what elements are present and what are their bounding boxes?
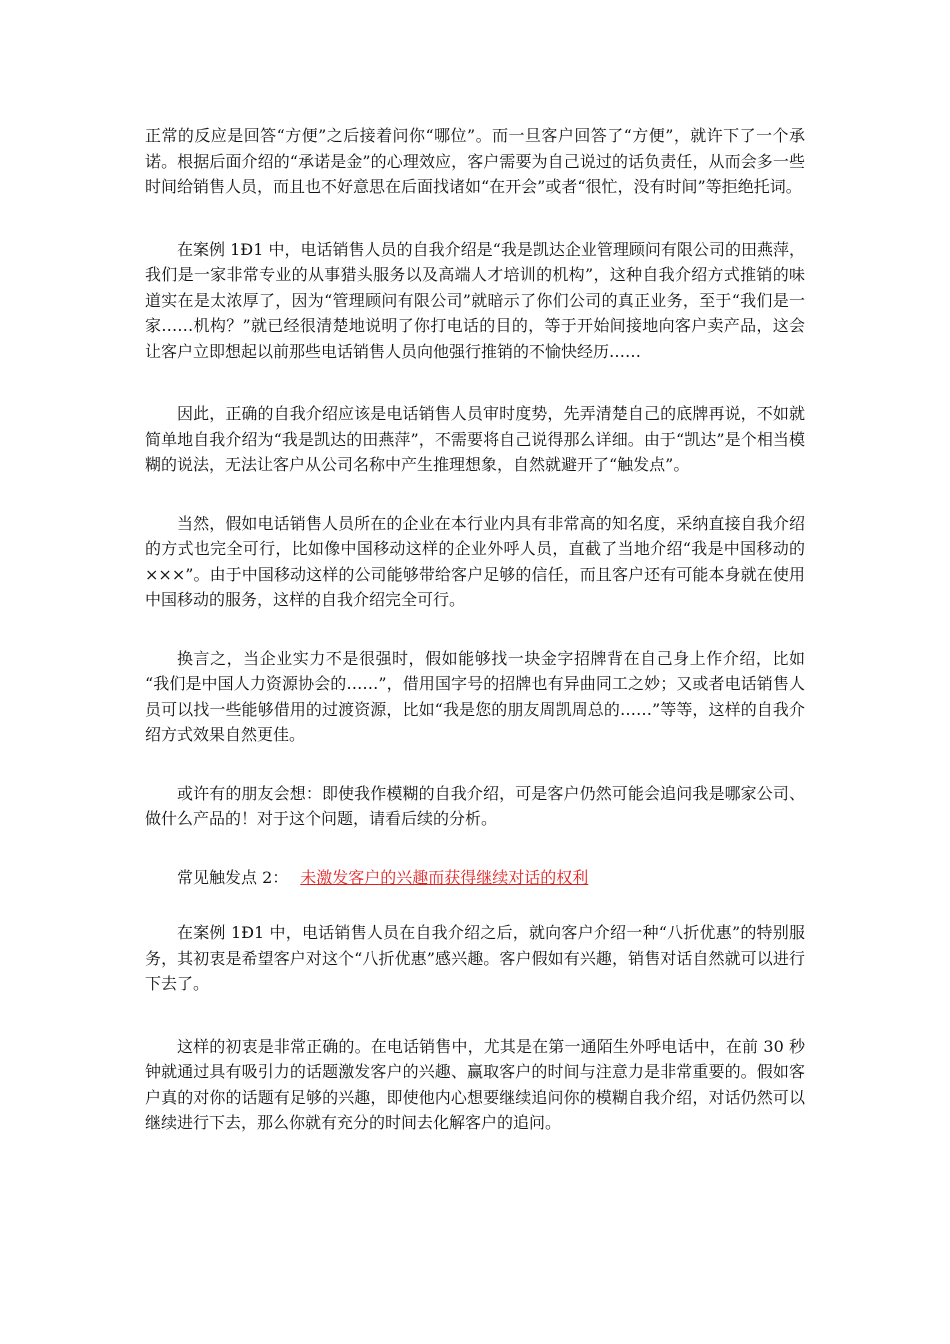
paragraph-4: 当然，假如电话销售人员所在的企业在本行业内具有非常高的知名度，采纳直接自我介绍的方式也完全可行，比如像中国移动这样的企业外呼人员，直截了当地介绍“我是中国移动的×××”。由于中国移动这样的公司能够带给客户足够的信任，而且客户还有可能本身就在使用中国移动的服务，这样的自我介绍完全可行。 [145,513,805,609]
section-heading [145,865,805,891]
paragraph-6: 或许有的朋友会想：即使我作模糊的自我介绍，可是客户仍然可能会追问我是哪家公司、做什么产品的！对于这个问题，请看后续的分析。 [145,783,805,828]
paragraph-1: 正常的反应是回答“方便”之后接着问你“哪位”。而一旦客户回答了“方便”，就许下了一个承诺。根据后面介绍的“承诺是金”的心理效应，客户需要为自己说过的话负责任，从而会多一些时间给销售人员，而且也不好意思在后面找诸如“在开会”或者“很忙，没有时间”等拒绝托词。 [145,126,805,196]
paragraph-8: 这样的初衷是非常正确的。在电话销售中，尤其是在第一通陌生外呼电话中，在前 30 秒钟就通过具有吸引力的话题激发客户的兴趣、赢取客户的时间与注意力是非常重要的。假如客户真的对你的话题有足够的兴趣，即使他内心想要继续追问你的模糊自我介绍，对话仍然可以继续进行下去，那么你就有充分的时间去化解客户的追问。 [145,1036,805,1132]
paragraph-7: 在案例 1Ð1 中，电话销售人员在自我介绍之后，就向客户介绍一种“八折优惠”的特别服务，其初衷是希望客户对这个“八折优惠”感兴趣。客户假如有兴趣，销售对话自然就可以进行下去了。 [145,923,805,993]
paragraph-3: 因此，正确的自我介绍应该是电话销售人员审时度势，先弄清楚自己的底牌再说，不如就简单地自我介绍为“我是凯达的田燕萍”，不需要将自己说得那么详细。由于“凯达”是个相当模糊的说法，无法让客户从公司名称中产生推理想象，自然就避开了“触发点”。 [145,404,805,474]
paragraph-2: 在案例 1Ð1 中，电话销售人员的自我介绍是“我是凯达企业管理顾问有限公司的田燕萍，我们是一家非常专业的从事猎头服务以及高端人才培训的机构”，这种自我介绍方式推销的味道实在是太浓厚了，因为“管理顾问有限公司”就暗示了你们公司的真正业务，至于“我们是一家……机构？”就已经很清楚地说明了你打电话的目的，等于开始间接地向客户卖产品，这会让客户立即想起以前那些电话销售人员向他强行推销的不愉快经历…… [145,239,805,361]
document-page [145,123,805,1136]
heading-link[interactable]: 未激发客户的兴趣而获得继续对话的权利 [300,867,589,887]
paragraph-5: 换言之，当企业实力不是很强时，假如能够找一块金字招牌背在自己身上作介绍，比如 “我们是中国人力资源协会的……”，借用国字号的招牌也有异曲同工之妙；又或者电话销售人员可以找一些能够借用的过渡资源，比如“我是您的朋友周凯周总的……”等等，这样的自我介绍方式效果自然更佳。 [145,648,805,744]
heading-label: 常见触发点 2： [177,867,289,887]
